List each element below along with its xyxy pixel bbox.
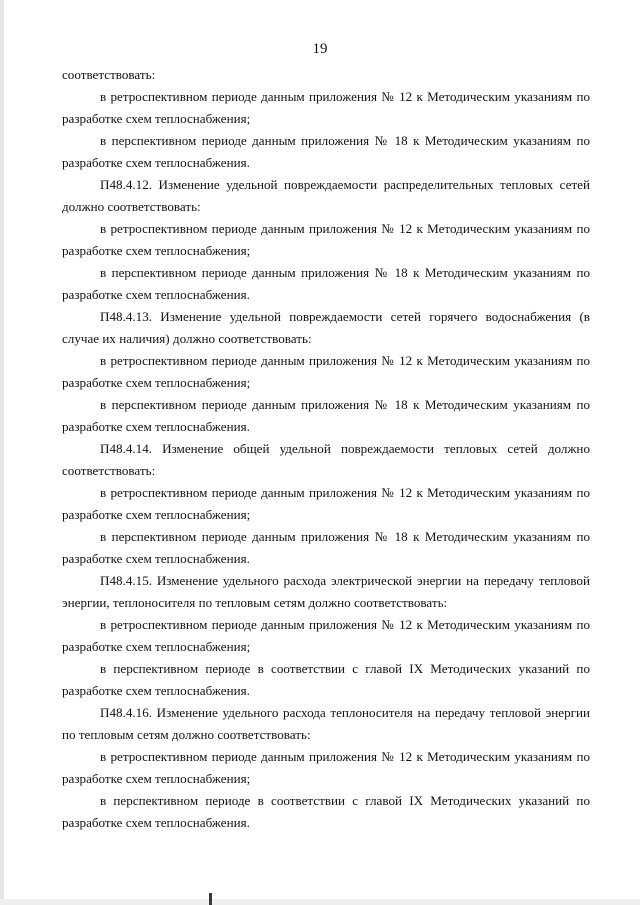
scan-edge-left	[0, 0, 4, 905]
clause-p48-4-12: П48.4.12. Изменение удельной повреждаемости распределительных тепловых сетей должно соответствовать:	[62, 177, 590, 214]
paragraph: в перспективном периоде данным приложения № 18 к Методическим указаниям по разработке схем теплоснабжения.	[62, 265, 590, 302]
clause-p48-4-14: П48.4.14. Изменение общей удельной повреждаемости тепловых сетей должно соответствовать:	[62, 441, 590, 478]
paragraph: в ретроспективном периоде данным приложения № 12 к Методическим указаниям по разработке схем теплоснабжения;	[62, 353, 590, 390]
clause-p48-4-13: П48.4.13. Изменение удельной повреждаемости сетей горячего водоснабжения (в случае их наличия) должно соответствовать:	[62, 309, 590, 346]
paragraph: в перспективном периоде в соответствии с главой IX Методических указаний по разработке схем теплоснабжения.	[62, 661, 590, 698]
scan-artifact-tick	[209, 893, 212, 905]
page-number: 19	[312, 41, 328, 57]
clause-p48-4-15: П48.4.15. Изменение удельного расхода электрической энергии на передачу тепловой энергии, теплоносителя по тепловым сетям должно соответствовать:	[62, 573, 590, 610]
paragraph: соответствовать:	[62, 67, 156, 82]
paragraph: в ретроспективном периоде данным приложения № 12 к Методическим указаниям по разработке схем теплоснабжения;	[62, 749, 590, 786]
paragraph: в ретроспективном периоде данным приложения № 12 к Методическим указаниям по разработке схем теплоснабжения;	[62, 89, 590, 126]
paragraph: в ретроспективном периоде данным приложения № 12 к Методическим указаниям по разработке схем теплоснабжения;	[62, 485, 590, 522]
scan-edge-bottom	[0, 899, 640, 905]
paragraph: в перспективном периоде данным приложения № 18 к Методическим указаниям по разработке схем теплоснабжения.	[62, 133, 590, 170]
document-body	[62, 64, 590, 834]
paragraph: в ретроспективном периоде данным приложения № 12 к Методическим указаниям по разработке схем теплоснабжения;	[62, 221, 590, 258]
paragraph: в перспективном периоде данным приложения № 18 к Методическим указаниям по разработке схем теплоснабжения.	[62, 529, 590, 566]
clause-p48-4-16: П48.4.16. Изменение удельного расхода теплоносителя на передачу тепловой энергии по тепловым сетям должно соответствовать:	[62, 705, 590, 742]
paragraph: в перспективном периоде в соответствии с главой IX Методических указаний по разработке схем теплоснабжения.	[62, 793, 590, 830]
paragraph: в ретроспективном периоде данным приложения № 12 к Методическим указаниям по разработке схем теплоснабжения;	[62, 617, 590, 654]
paragraph: в перспективном периоде данным приложения № 18 к Методическим указаниям по разработке схем теплоснабжения.	[62, 397, 590, 434]
